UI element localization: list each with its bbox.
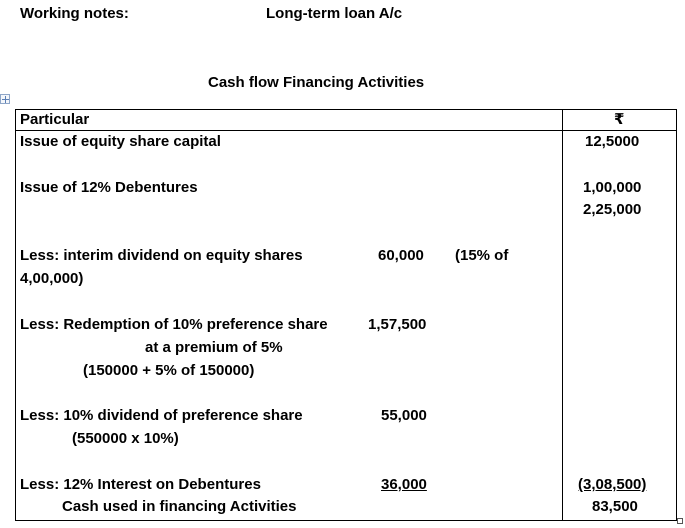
row-preference-dividend-calculation: (550000 x 10%) [72,430,179,447]
table-left-border [15,109,16,521]
row-debentures-label: Issue of 12% Debentures [20,179,198,196]
row-debentures-amount: 1,00,000 [583,179,642,196]
table-header-divider [15,130,677,131]
table-top-border [15,109,677,110]
row-interim-dividend-note: (15% of [455,247,509,264]
column-header-particular: Particular [20,111,90,128]
table-move-handle-icon[interactable] [0,94,10,104]
row-redemption-premium: at a premium of 5% [145,339,283,356]
net-cash-used-amount: 83,500 [592,498,638,515]
row-preference-dividend-label: Less: 10% dividend of preference share [20,407,303,424]
row-interim-dividend-label: Less: interim dividend on equity shares [20,247,303,264]
row-equity-capital-amount: 12,5000 [585,133,640,150]
subtotal-amount: 2,25,000 [583,201,642,218]
row-interim-dividend-continuation: 4,00,000) [20,270,84,287]
table-right-border [676,109,677,521]
table-resize-handle[interactable] [677,518,683,524]
row-debenture-interest-value: 36,000 [381,476,427,493]
row-redemption-label: Less: Redemption of 10% preference share [20,316,328,333]
table-title: Cash flow Financing Activities [208,74,425,91]
row-debenture-interest-label: Less: 12% Interest on Debentures [20,476,261,493]
row-redemption-calculation: (150000 + 5% of 150000) [83,362,255,379]
account-title: Long-term loan A/c [266,5,403,22]
row-equity-capital-label: Issue of equity share capital [20,133,221,150]
column-header-amount: ₹ [614,111,625,128]
row-redemption-value: 1,57,500 [368,316,427,333]
row-interim-dividend-value: 60,000 [378,247,424,264]
working-notes-heading: Working notes: [20,5,129,22]
row-preference-dividend-value: 55,000 [381,407,427,424]
table-column-divider [562,109,563,521]
net-cash-used-label: Cash used in financing Activities [62,498,297,515]
table-bottom-border [15,520,677,521]
total-deductions-amount: (3,08,500) [578,476,647,493]
